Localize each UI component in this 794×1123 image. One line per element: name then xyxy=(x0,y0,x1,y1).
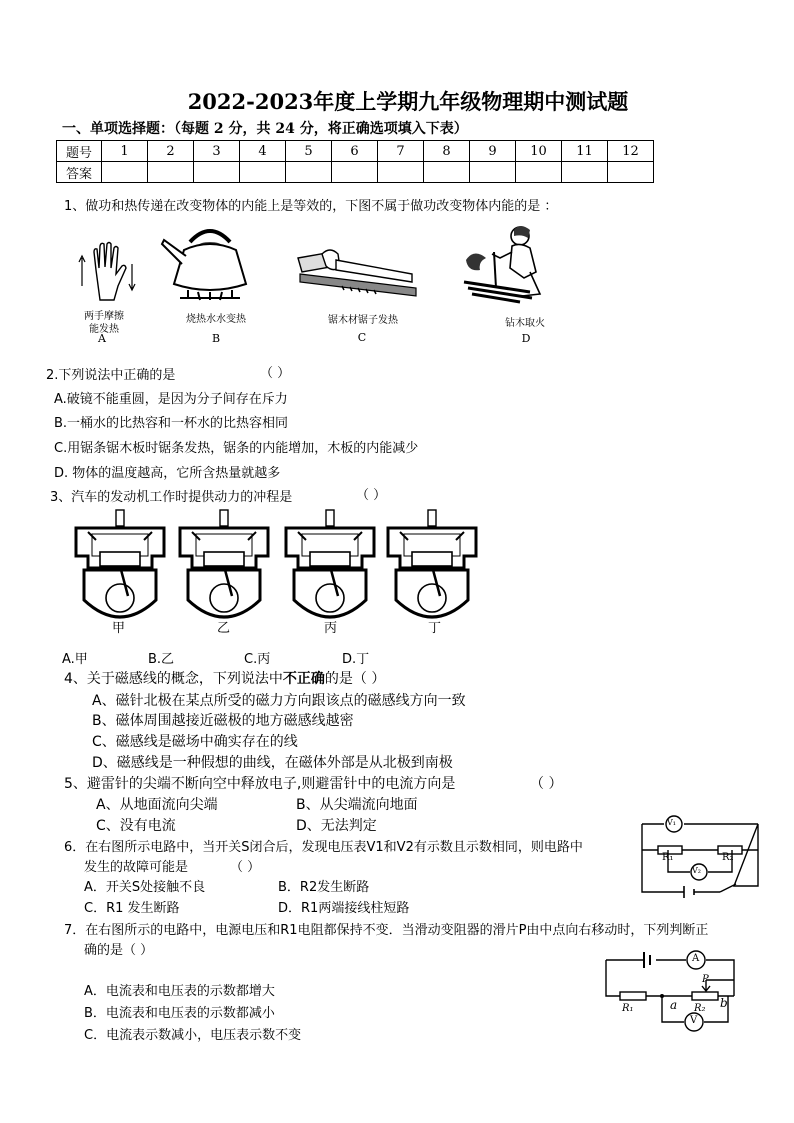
question-3-option-b: B.乙 xyxy=(148,652,175,667)
table-header-cell: 答案 xyxy=(57,162,102,183)
circuit-label-v2: V₂ xyxy=(692,866,701,875)
question-5-option-d: D、无法判定 xyxy=(296,818,377,834)
circuit-label-p: P xyxy=(702,974,709,985)
question-number-cell: 6 xyxy=(332,141,378,162)
circuit-label-voltmeter: V xyxy=(690,1015,698,1026)
question-5-option-c: C、没有电流 xyxy=(96,818,176,834)
question-4-option-b: B、磁体周围越接近磁极的地方磁感线越密 xyxy=(92,713,354,729)
image-b-caption: 烧热水水变热 xyxy=(186,314,246,325)
question-6-option-d: D．R1两端接线柱短路 xyxy=(278,901,410,916)
answer-cell[interactable] xyxy=(516,162,562,183)
answer-cell[interactable] xyxy=(148,162,194,183)
section-heading: 一、单项选择题：（每题 2 分，共 24 分，将正确选项填入下表） xyxy=(62,121,468,137)
question-number-cell: 10 xyxy=(516,141,562,162)
question-number-cell: 12 xyxy=(608,141,654,162)
question-5-option-b: B、从尖端流向地面 xyxy=(296,797,418,813)
question-number-cell: 2 xyxy=(148,141,194,162)
question-4-option-a: A、磁针北极在某点所受的磁力方向跟该点的磁感线方向一致 xyxy=(92,693,466,709)
battery-icon xyxy=(644,952,650,968)
engine-label-jia: 甲 xyxy=(112,621,126,636)
kettle-icon xyxy=(160,224,260,304)
question-5-stem: 5、避雷针的尖端不断向空中释放电子,则避雷针中的电流方向是 xyxy=(64,776,456,792)
answer-cell[interactable] xyxy=(332,162,378,183)
saw-icon xyxy=(292,244,422,304)
question-2-option-a: A.破镜不能重圆，是因为分子间存在斥力 xyxy=(54,392,288,407)
answer-cell[interactable] xyxy=(240,162,286,183)
answer-cell[interactable] xyxy=(470,162,516,183)
question-number-cell: 8 xyxy=(424,141,470,162)
question-number-cell: 9 xyxy=(470,141,516,162)
question-7-option-c: C．电流表示数减小，电压表示数不变 xyxy=(84,1028,302,1043)
circuit-label-r2: R₂ xyxy=(694,1003,706,1014)
question-7-stem-line1: 7．在右图所示的电路中，电源电压和R1电阻都保持不变．当滑动变阻器的滑片P由中点向右移动时，下列判断正 xyxy=(64,923,709,938)
question-6-option-b: B．R2发生断路 xyxy=(278,880,370,895)
question-3-option-c: C.丙 xyxy=(244,652,271,667)
table-row xyxy=(57,162,654,183)
circuit-label-a: a xyxy=(670,998,678,1012)
question-4-stem-pre: 4、关于磁感线的概念，下列说法中 xyxy=(64,671,283,687)
resistor-r1-icon xyxy=(620,992,646,1000)
switch-icon xyxy=(720,884,736,892)
image-a-caption-line1: 两手摩擦 xyxy=(84,311,124,322)
engine-label-yi: 乙 xyxy=(217,621,231,636)
page-title: 2022-2023年度上学期九年级物理期中测试题 xyxy=(187,89,629,114)
question-4-option-c: C、磁感线是磁场中确实存在的线 xyxy=(92,734,298,750)
circuit-diagram-q7 xyxy=(602,950,742,1034)
answer-cell[interactable] xyxy=(286,162,332,183)
question-2-paren: （ ） xyxy=(260,366,291,381)
engine-bing-icon xyxy=(286,510,374,617)
circuit-label-b: b xyxy=(720,996,728,1010)
question-6-option-a: A．开关S处接触不良 xyxy=(84,880,206,895)
question-number-cell: 11 xyxy=(562,141,608,162)
question-7-option-a: A．电流表和电压表的示数都增大 xyxy=(84,984,275,999)
question-6-stem-line1: 6．在右图所示电路中，当开关S闭合后，发现电压表V1和V2有示数且示数相同，则电路中 xyxy=(64,840,583,855)
question-number-cell: 5 xyxy=(286,141,332,162)
answer-cell[interactable] xyxy=(102,162,148,183)
circuit-label-ammeter: A xyxy=(692,953,700,964)
image-b-label: B xyxy=(211,332,221,345)
question-number-cell: 1 xyxy=(102,141,148,162)
circuit-diagram-q6 xyxy=(638,814,762,898)
question-6-option-c: C．R1 发生断路 xyxy=(84,901,180,916)
question-5-paren: （ ） xyxy=(530,776,563,792)
circuit-label-r1: R₁ xyxy=(622,1003,634,1014)
battery-icon xyxy=(684,886,694,898)
question-3-stem: 3、汽车的发动机工作时提供动力的冲程是 xyxy=(50,490,293,505)
question-1-stem: 1、做功和热传递在改变物体的内能上是等效的，下图不属于做功改变物体内能的是 ： xyxy=(64,199,558,214)
hands-rubbing-icon xyxy=(78,240,138,310)
engine-ding-icon xyxy=(388,510,476,617)
answer-cell[interactable] xyxy=(608,162,654,183)
image-d-caption: 钻木取火 xyxy=(505,318,545,329)
image-a-caption-line2: 能发热 xyxy=(89,324,119,335)
table-header-cell: 题号 xyxy=(57,141,102,162)
question-6-paren: （ ） xyxy=(230,860,261,875)
question-2-option-d: D. 物体的温度越高，它所含热量就越多 xyxy=(54,466,281,481)
answer-cell[interactable] xyxy=(562,162,608,183)
question-2-option-b: B.一桶水的比热容和一杯水的比热容相同 xyxy=(54,416,289,431)
answer-cell[interactable] xyxy=(194,162,240,183)
question-4-stem-post: 的是（ ） xyxy=(324,671,386,687)
circuit-label-r2: R₂ xyxy=(722,852,734,863)
engine-label-ding: 丁 xyxy=(428,621,442,636)
engine-label-bing: 丙 xyxy=(324,621,338,636)
question-5-option-a: A、从地面流向尖端 xyxy=(96,797,218,813)
question-3-option-d: D.丁 xyxy=(342,652,370,667)
question-4-option-d: D、磁感线是一种假想的曲线，在磁体外部是从北极到南极 xyxy=(92,755,453,771)
question-7-stem-line2: 确的是（ ） xyxy=(84,943,154,958)
question-7-option-b: B．电流表和电压表的示数都减小 xyxy=(84,1006,275,1021)
table-row xyxy=(57,141,654,162)
question-2-option-c: C.用锯条锯木板时锯条发热，锯条的内能增加，木板的内能减少 xyxy=(54,441,419,456)
question-number-cell: 7 xyxy=(378,141,424,162)
circuit-label-r1: R₁ xyxy=(662,852,674,863)
rheostat-r2-icon xyxy=(692,992,718,1000)
circuit-label-v1: V₁ xyxy=(667,818,676,827)
engine-yi-icon xyxy=(180,510,268,617)
answer-cell[interactable] xyxy=(424,162,470,183)
image-c-label: C xyxy=(357,331,367,344)
engine-jia-icon xyxy=(76,510,164,617)
question-3-paren: （ ） xyxy=(356,488,387,503)
question-6-stem-line2: 发生的故障可能是 xyxy=(84,860,189,875)
image-a-label: A xyxy=(98,332,106,345)
image-d-label: D xyxy=(521,332,531,345)
question-number-cell: 4 xyxy=(240,141,286,162)
question-4-stem-emphasis: 不正确 xyxy=(282,671,325,687)
answer-table xyxy=(56,140,654,183)
question-3-option-a: A.甲 xyxy=(62,652,88,667)
question-4-stem xyxy=(64,668,385,688)
image-c-caption: 锯木材锯子发热 xyxy=(328,315,398,326)
drill-fire-icon xyxy=(460,222,560,306)
answer-cell[interactable] xyxy=(378,162,424,183)
engine-diagrams xyxy=(72,508,472,636)
question-2-stem: 2.下列说法中正确的是 xyxy=(46,368,176,383)
question-number-cell: 3 xyxy=(194,141,240,162)
